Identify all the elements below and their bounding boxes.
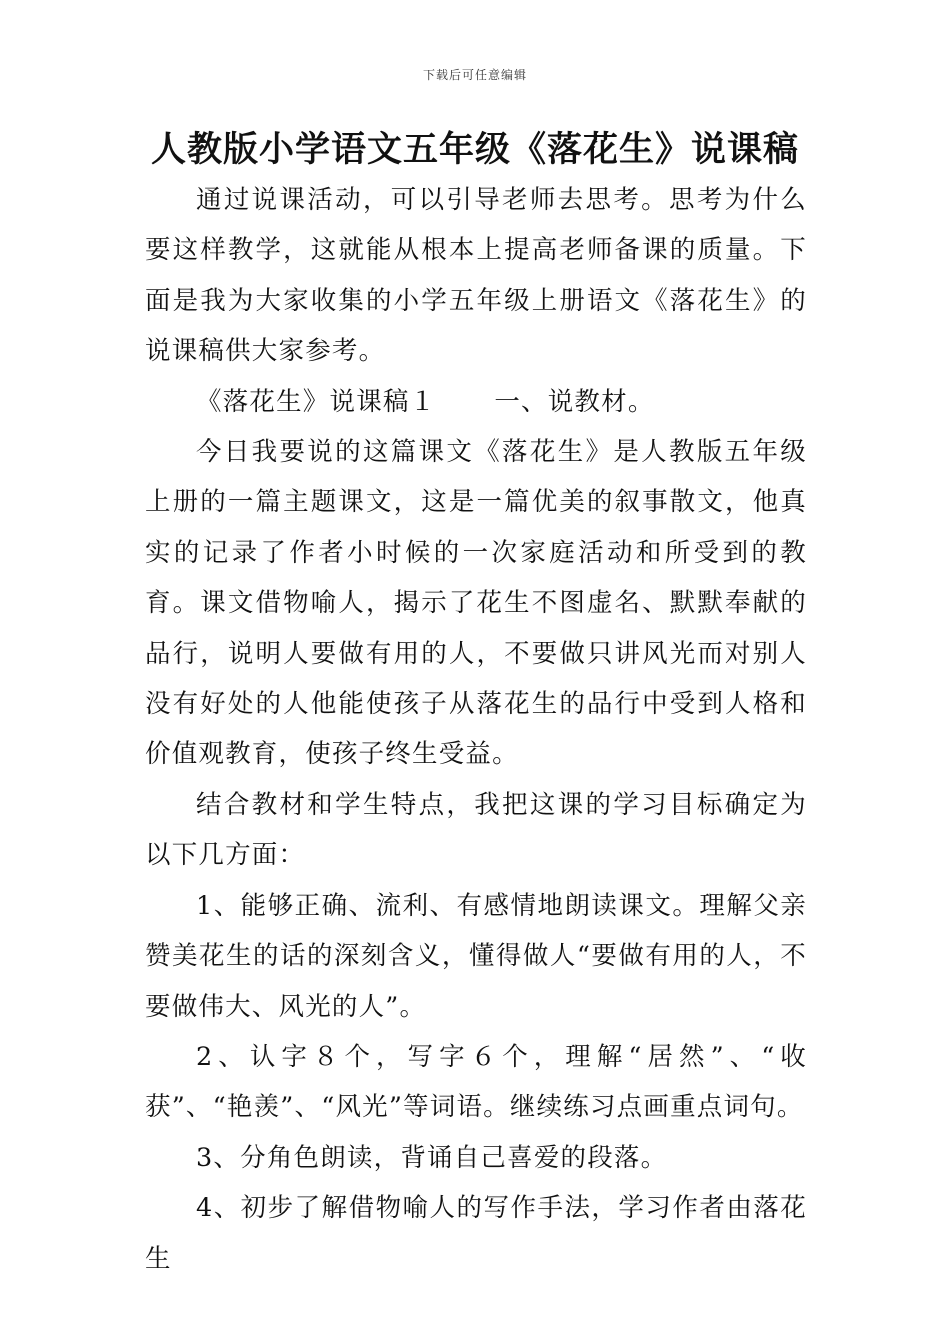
- part-heading: 一、说教材。: [494, 386, 655, 417]
- goal-item-4: 4、初步了解借物喻人的写作手法，学习作者由落花生: [145, 1193, 807, 1274]
- section-heading: [145, 377, 807, 427]
- goals-intro-paragraph: 结合教材和学生特点，我把这课的学习目标确定为以下几方面：: [145, 789, 807, 871]
- goal-item-3: 3、分角色朗读，背诵自己喜爱的段落。: [196, 1142, 668, 1173]
- textbook-paragraph: 今日我要说的这篇课文《落花生》是人教版五年级上册的一篇主题课文，这是一篇优美的叙事散文，他真实的记录了作者小时候的一次家庭活动和所受到的教育。课文借物喻人，揭示了花生不图虚名、默默奉献的品行，说明人要做有用的人，不要做只讲风光而对别人没有好处的人他能使孩子从落花生的品行中受到人格和价值观教育，使孩子终生受益。: [145, 437, 807, 770]
- goal-item-2: 2、认字８个，写字６个，理解“居然”、“收获”、“艳羡”、“风光”等词语。继续练习点画重点词句。: [145, 1041, 807, 1123]
- document-title: 人教版小学语文五年级《落花生》说课稿: [150, 130, 799, 170]
- goal-item-1: 1、能够正确、流利、有感情地朗读课文。理解父亲赞美花生的话的深刻含义，懂得做人“要做有用的人，不要做伟大、风光的人”。: [145, 890, 807, 1022]
- lesson-heading: 《落花生》说课稿１: [196, 386, 437, 417]
- header-note: 下载后可任意编辑: [422, 68, 527, 82]
- document-body: [145, 175, 807, 1284]
- intro-paragraph: 通过说课活动，可以引导老师去思考。思考为什么要这样教学，这就能从根本上提高老师备课的质量。下面是我为大家收集的小学五年级上册语文《落花生》的说课稿供大家参考。: [145, 185, 807, 367]
